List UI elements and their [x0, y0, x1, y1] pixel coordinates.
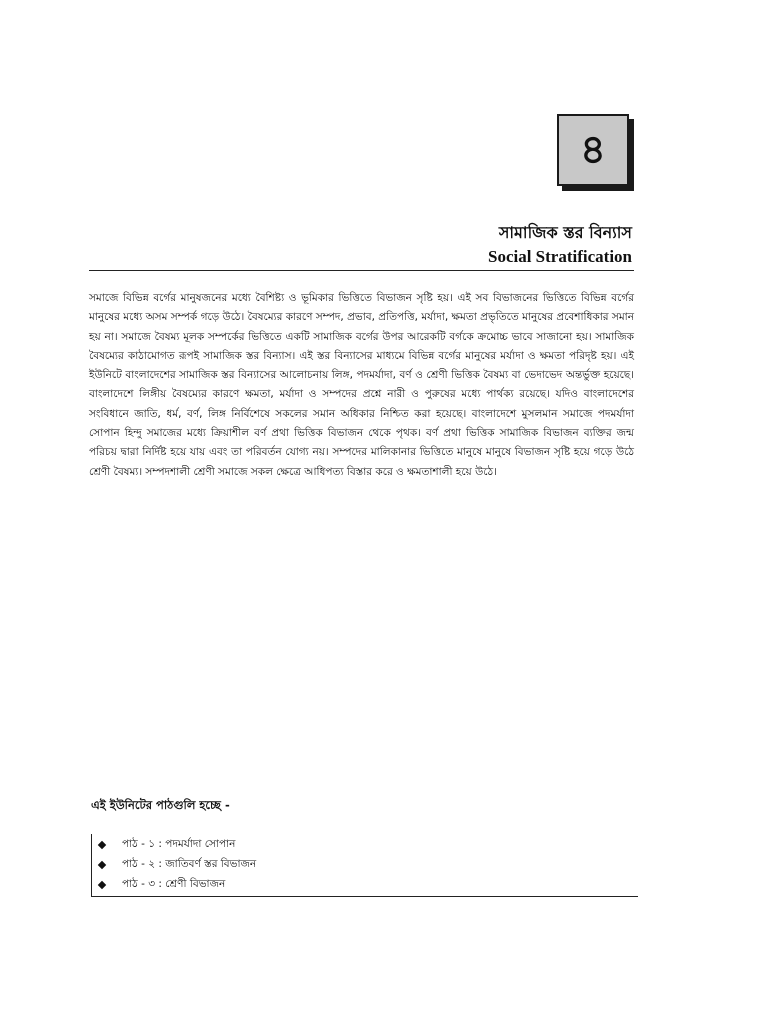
- lessons-box: [91, 834, 638, 897]
- diamond-bullet-icon: [98, 861, 106, 869]
- diamond-bullet-icon: [98, 881, 106, 889]
- lesson-item-1: [92, 835, 638, 855]
- lesson-item-2: [92, 855, 638, 875]
- chapter-title-english: Social Stratification: [487, 247, 632, 266]
- chapter-number-box: [557, 114, 629, 186]
- lessons-heading: এই ইউনিটের পাঠগুলি হচ্ছে -: [91, 798, 230, 812]
- lesson-item-3: [92, 875, 638, 895]
- intro-paragraph: সমাজে বিভিন্ন বর্গের মানুষজনের মধ্যে বৈশিষ্ট্য ও ভূমিকার ভিত্তিতে বিভাজন সৃষ্টি হয়। এই সব বিভাজনের ভিত্তিতে বিভিন্ন বর্গের মানুষের মধ্যে অসম সম্পর্ক গড়ে উঠে। বৈষম্যের কারণে সম্পদ, প্রভাব, প্রতিপত্তি, মর্যাদা, ক্ষমতা প্রভৃতিতে মানুষের প্রবেশাধিকার সমান হয় না। সমাজে বৈষম্য মূলক সম্পর্কের ভিত্তিতে একটি সামাজিক বর্গের উপর আরেকটি বর্গকে ক্রমোচ্চ ভাবে সাজানো হয়। সামাজিক বৈষম্যের কাঠামোগত রূপই সামাজিক স্তর বিন্যাস। এই স্তর বিন্যাসের মাধ্যমে বিভিন্ন বর্গের মানুষের মর্যাদা ও ক্ষমতা পরিদৃষ্ট হয়। এই ইউনিটে বাংলাদেশের সামাজিক স্তর বিন্যাসের আলোচনায় লিঙ্গ, পদমর্যাদা, বর্ণ ও শ্রেণী ভিত্তিক বৈষম্য বা ভেদাভেদ অন্তর্ভুক্ত হয়েছে। বাংলাদেশে লিঙ্গীয় বৈষম্যের কারণে ক্ষমতা, মর্যাদা ও সম্পদের প্রশ্নে নারী ও পুরুষের মধ্যে পার্থক্য রয়েছে। যদিও বাংলাদেশের সংবিধানে জাতি, ধর্ম, বর্ণ, লিঙ্গ নির্বিশেষে সকলের সমান অধিকার নিশ্চিত করা হয়েছে। বাংলাদেশে মুসলমান সমাজে পদমর্যাদা সোপান হিন্দু সমাজের মধ্যে ক্রিয়াশীল বর্ণ প্রথা ভিত্তিক বিভাজন থেকে পৃথক। বর্ণ প্রথা ভিত্তিক সামাজিক বিভাজন ব্যক্তির জন্ম পরিচয় দ্বারা নির্দিষ্ট হয়ে যায় এবং তা পরিবর্তন যোগ্য নয়। সম্পদের মালিকানার ভিত্তিতে মানুষে মানুষে বিভাজন সৃষ্টি হয়ে গড়ে উঠে শ্রেণী বৈষম্য। সম্পদশালী শ্রেণী সমাজে সকল ক্ষেত্রে আধিপত্য বিস্তার করে ও ক্ষমতাশালী হয়ে উঠে।: [89, 292, 634, 478]
- chapter-title-bengali: সামাজিক স্তর বিন্যাস: [498, 223, 632, 242]
- diamond-bullet-icon: [98, 841, 106, 849]
- chapter-number: ৪: [580, 127, 606, 173]
- lesson-label: পাঠ - ২ : জাতিবর্ণ স্তর বিভাজন: [122, 857, 257, 870]
- lesson-label: পাঠ - ৩ : শ্রেণী বিভাজন: [122, 877, 226, 890]
- lesson-label: পাঠ - ১ : পদমর্যাদা সোপান: [122, 837, 236, 850]
- lessons-list: [92, 835, 638, 895]
- title-divider: [89, 270, 634, 271]
